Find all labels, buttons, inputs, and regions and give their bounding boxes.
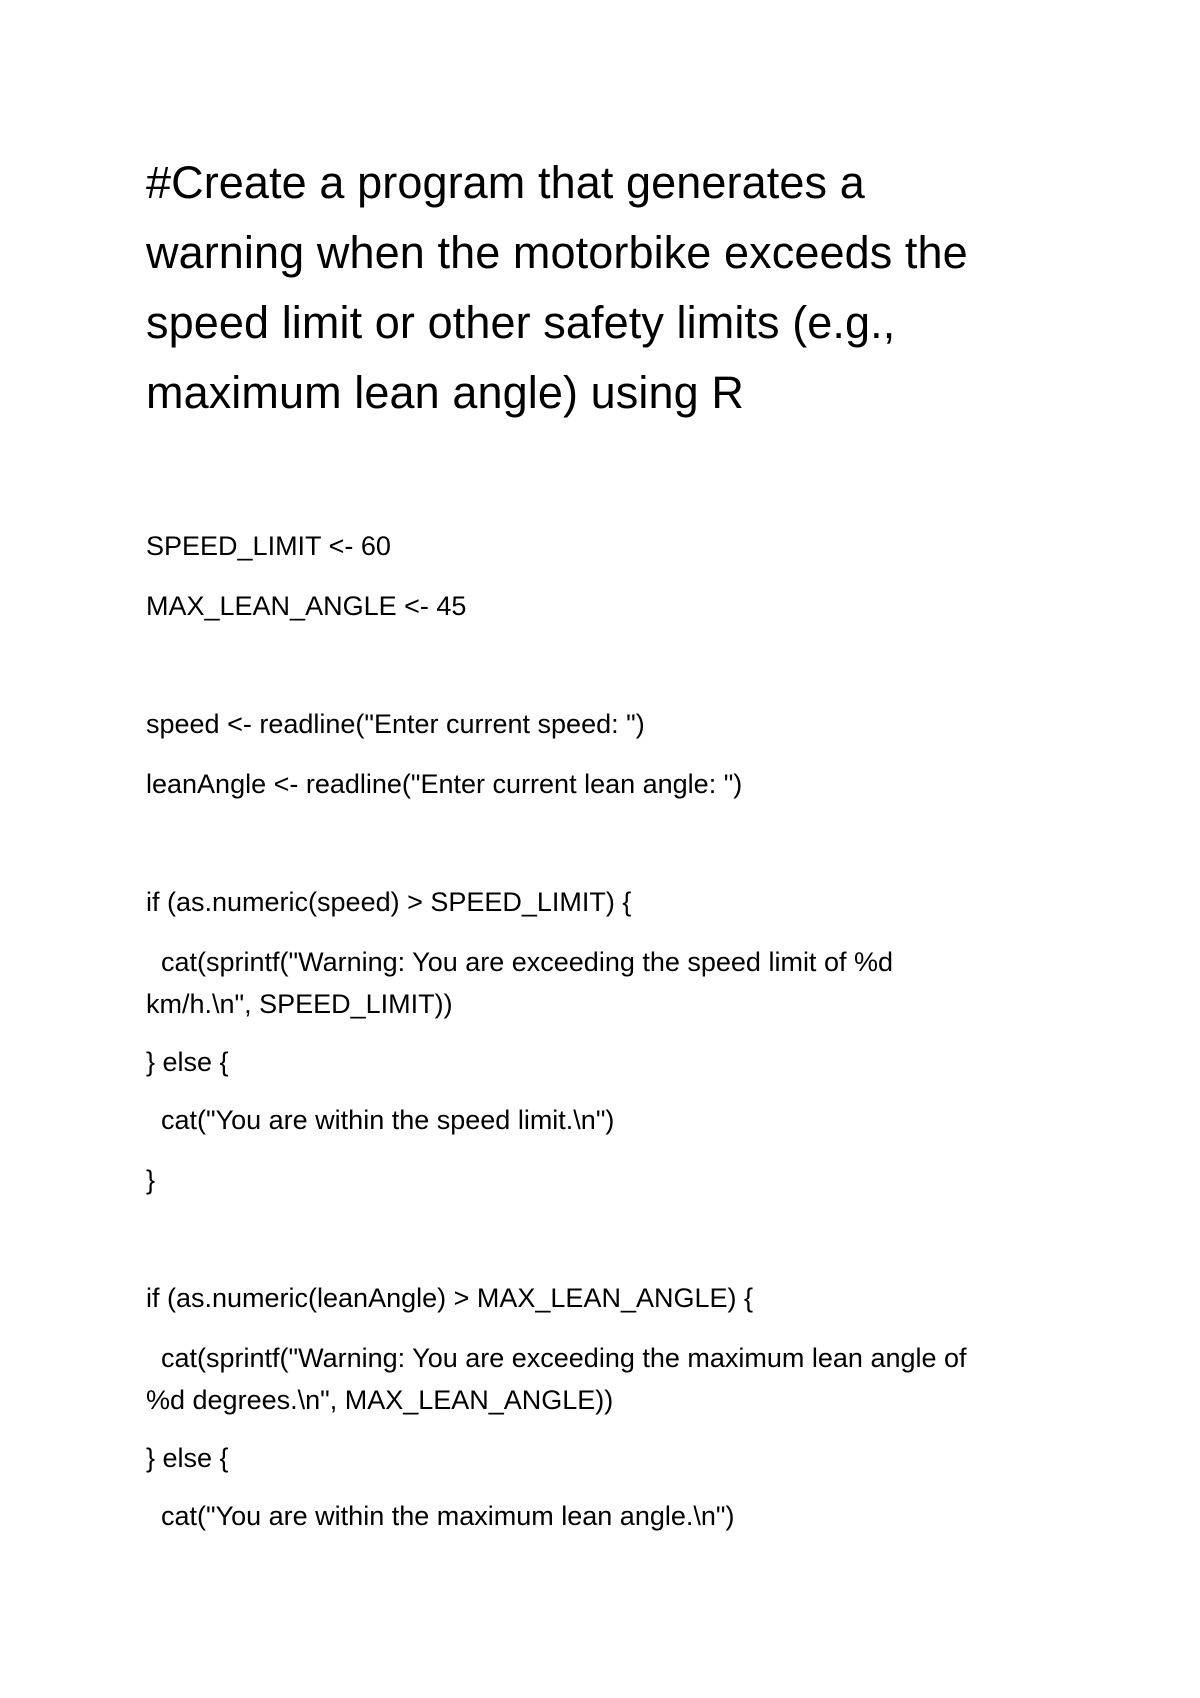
code-line-speed-if: if (as.numeric(speed) > SPEED_LIMIT) { (146, 887, 632, 917)
code-line-lean-if: if (as.numeric(leanAngle) > MAX_LEAN_ANGLE) { (146, 1283, 754, 1313)
code-line-speed-ok: cat("You are within the speed limit.\n") (146, 1105, 615, 1135)
code-line-lean-warning: cat(sprintf("Warning: You are exceeding the maximum lean angle of (146, 1343, 967, 1373)
heading-line: maximum lean angle) using R (146, 367, 744, 418)
code-line-lean-warning-continuation: %d degrees.\n", MAX_LEAN_ANGLE)) (146, 1385, 614, 1415)
code-line-speed-warning: cat(sprintf("Warning: You are exceeding the speed limit of %d (146, 947, 893, 977)
code-line-speed-else: } else { (146, 1047, 229, 1077)
code-line-lean-else: } else { (146, 1443, 229, 1473)
code-line-speed-close: } (146, 1165, 156, 1195)
code-line-max-lean-angle: MAX_LEAN_ANGLE <- 45 (146, 591, 467, 621)
code-line-speed-limit: SPEED_LIMIT <- 60 (146, 531, 391, 561)
heading-line: warning when the motorbike exceeds the (146, 227, 968, 278)
code-line-speed-warning-continuation: km/h.\n", SPEED_LIMIT)) (146, 989, 453, 1019)
heading-line: speed limit or other safety limits (e.g., (146, 297, 896, 348)
code-line-lean-ok: cat("You are within the maximum lean angle.\n") (146, 1501, 735, 1531)
heading-line: #Create a program that generates a (146, 157, 865, 208)
document-heading (146, 148, 1076, 428)
code-line-lean-angle-input: leanAngle <- readline("Enter current lean angle: ") (146, 769, 743, 799)
code-line-speed-input: speed <- readline("Enter current speed: ") (146, 709, 645, 739)
